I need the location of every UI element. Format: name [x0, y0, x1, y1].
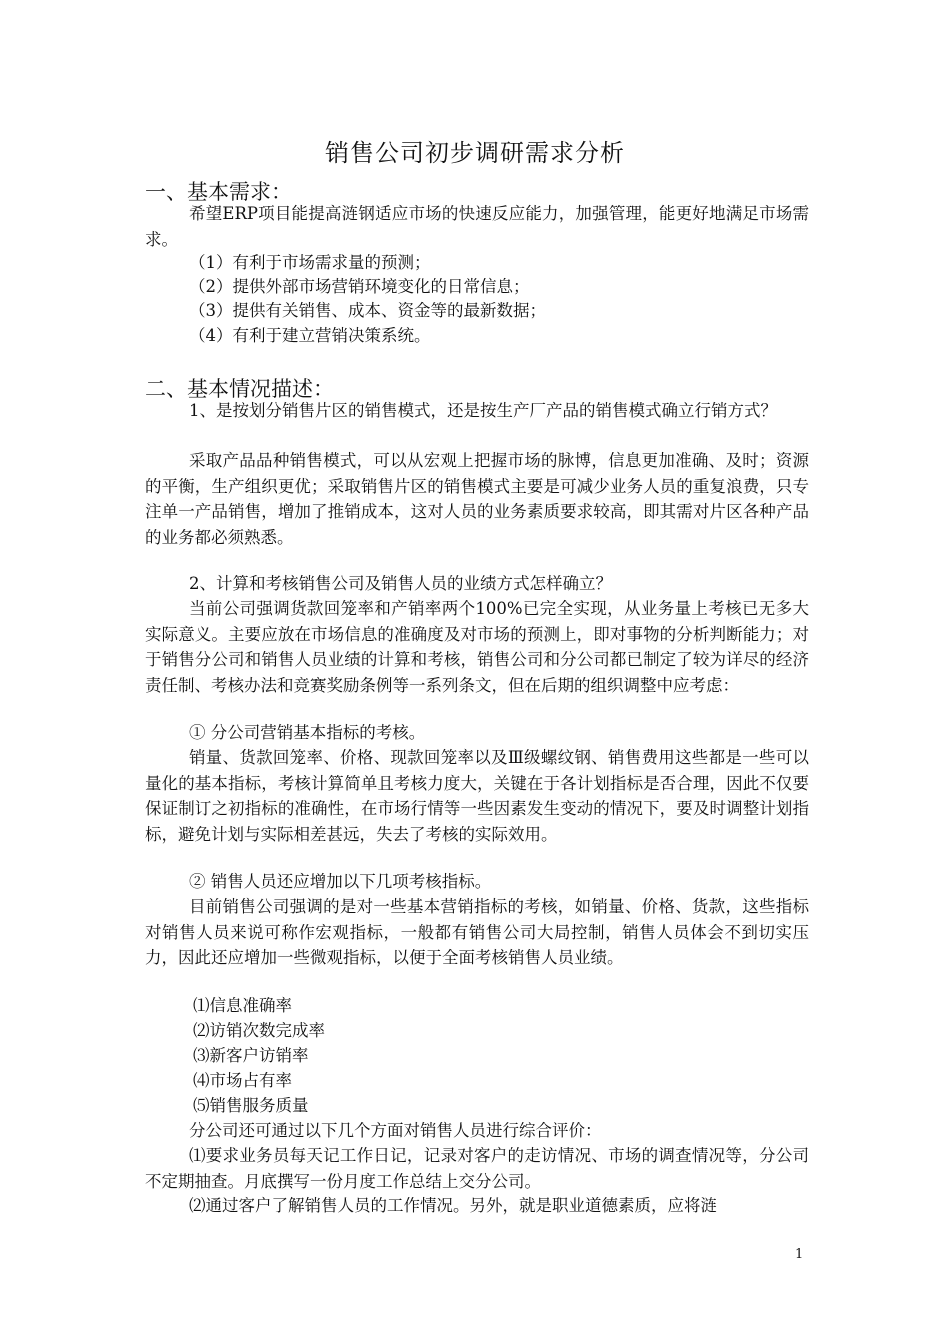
indicator-item: ⑵访销次数完成率 — [193, 1021, 325, 1040]
section1-item-3: （3）提供有关销售、成本、资金等的最新数据； — [189, 301, 546, 320]
section1-item-1: （1）有利于市场需求量的预测； — [189, 253, 431, 272]
indicator-item: ⑸销售服务质量 — [193, 1096, 309, 1115]
evaluation-item-2: ⑵通过客户了解销售人员的工作情况。另外，就是职业道德素质，应将涟 — [189, 1196, 717, 1215]
page-title: 销售公司初步调研需求分析 — [325, 139, 625, 167]
section1-intro: 希望ERP项目能提高涟钢适应市场的快速反应能力，加强管理，能更好地满足市场需求。 — [145, 204, 809, 249]
page-number: 1 — [795, 1247, 804, 1262]
section1-item-2: （2）提供外部市场营销环境变化的日常信息； — [189, 277, 530, 296]
point-2-title: ② 销售人员还应增加以下几项考核指标。 — [189, 872, 492, 891]
section2-heading: 二、基本情况描述： — [145, 377, 334, 401]
point-1-title: ① 分公司营销基本指标的考核。 — [189, 723, 426, 742]
section1-item-4: （4）有利于建立营销决策系统。 — [189, 326, 431, 345]
point-2-body: 目前销售公司强调的是对一些基本营销指标的考核，如销量、价格、货款，这些指标对销售人员来说可称作宏观指标，一般都有销售公司大局控制，销售人员体会不到切实压力，因此还应增加一些微观指标，以便于全面考核销售人员业绩。 — [145, 897, 809, 967]
indicator-item: ⑴信息准确率 — [193, 996, 292, 1015]
question-1: 1、是按划分销售片区的销售模式，还是按生产厂产品的销售模式确立行销方式？ — [189, 401, 777, 420]
section1-heading: 一、基本需求： — [145, 180, 292, 204]
indicator-item: ⑷市场占有率 — [193, 1071, 292, 1090]
indicator-item: ⑶新客户访销率 — [193, 1046, 309, 1065]
point-1-body: 销量、货款回笼率、价格、现款回笼率以及Ⅲ级螺纹钢、销售费用这些都是一些可以量化的基本指标，考核计算简单且考核力度大，关键在于各计划指标是否合理，因此不仅要保证制订之初指标的准确性，在市场行情等一些因素发生变动的情况下，要及时调整计划指标，避免计划与实际相差甚远，失去了考核的实际效用。 — [145, 748, 809, 844]
evaluation-item-1: ⑴要求业务员每天记工作日记，记录对客户的走访情况、市场的调查情况等，分公司不定期抽查。月底撰写一份月度工作总结上交分公司。 — [145, 1146, 809, 1191]
question-2: 2、计算和考核销售公司及销售人员的业绩方式怎样确立？ — [189, 574, 612, 593]
answer-1: 采取产品品种销售模式，可以从宏观上把握市场的脉博，信息更加准确、及时；资源的平衡，生产组织更优；采取销售片区的销售模式主要是可减少业务人员的重复浪费，只专注单一产品销售，增加了推销成本，这对人员的业务素质要求较高，即其需对片区各种产品的业务都必须熟悉。 — [145, 451, 809, 547]
evaluation-intro: 分公司还可通过以下几个方面对销售人员进行综合评价： — [189, 1121, 602, 1140]
answer-2: 当前公司强调货款回笼率和产销率两个100%已完全实现，从业务量上考核已无多大实际意义。主要应放在市场信息的准确度及对市场的预测上，即对事物的分析判断能力；对于销售分公司和销售人员业绩的计算和考核，销售公司和分公司都已制定了较为详尽的经济责任制、考核办法和竞赛奖励条例等一系列条文，但在后期的组织调整中应考虑： — [145, 599, 809, 695]
